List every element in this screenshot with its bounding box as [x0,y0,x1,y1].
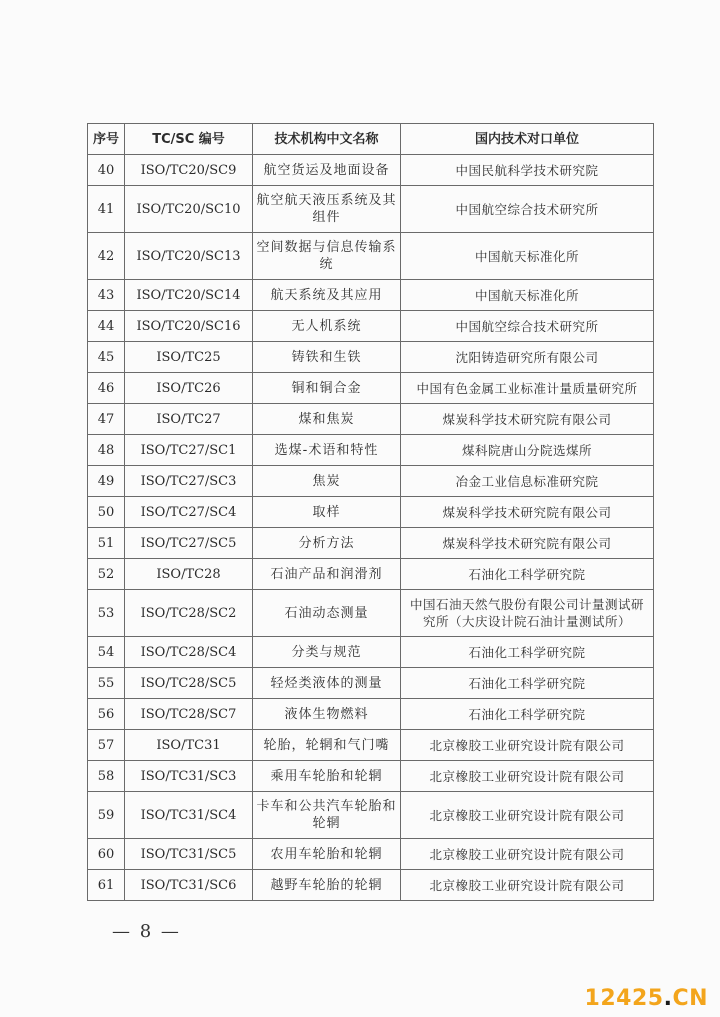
cell-name: 石油产品和润滑剂 [253,559,401,590]
cell-unit: 北京橡胶工业研究设计院有限公司 [401,761,654,792]
table-row [88,311,654,342]
cell-name: 轻烃类液体的测量 [253,668,401,699]
cell-unit: 沈阳铸造研究所有限公司 [401,342,654,373]
tc-sc-table [87,123,654,901]
cell-code: ISO/TC27/SC4 [125,497,253,528]
cell-name: 取样 [253,497,401,528]
table-row [88,466,654,497]
cell-name: 空间数据与信息传输系统 [253,233,401,280]
table-row [88,435,654,466]
header-name: 技术机构中文名称 [253,124,401,155]
header-unit: 国内技术对口单位 [401,124,654,155]
cell-name: 分类与规范 [253,637,401,668]
cell-unit: 煤科院唐山分院选煤所 [401,435,654,466]
cell-serial: 50 [88,497,125,528]
watermark-tld: CN [672,986,708,1011]
cell-name: 液体生物燃料 [253,699,401,730]
cell-name: 焦炭 [253,466,401,497]
site-watermark [585,986,708,1011]
cell-code: ISO/TC28/SC5 [125,668,253,699]
cell-unit: 中国石油天然气股份有限公司计量测试研究所（大庆设计院石油计量测试所） [401,590,654,637]
cell-code: ISO/TC31/SC5 [125,839,253,870]
cell-serial: 59 [88,792,125,839]
cell-serial: 42 [88,233,125,280]
cell-serial: 55 [88,668,125,699]
cell-serial: 40 [88,155,125,186]
page-number: — 8 — [112,921,181,942]
cell-name: 农用车轮胎和轮辋 [253,839,401,870]
table-row [88,668,654,699]
cell-code: ISO/TC25 [125,342,253,373]
table-row [88,280,654,311]
cell-serial: 43 [88,280,125,311]
cell-unit: 煤炭科学技术研究院有限公司 [401,528,654,559]
cell-name: 选煤-术语和特性 [253,435,401,466]
table-row [88,559,654,590]
cell-name: 航空货运及地面设备 [253,155,401,186]
cell-code: ISO/TC28/SC7 [125,699,253,730]
table-row [88,590,654,637]
cell-serial: 46 [88,373,125,404]
cell-serial: 56 [88,699,125,730]
cell-serial: 41 [88,186,125,233]
cell-unit: 石油化工科学研究院 [401,699,654,730]
cell-code: ISO/TC31/SC6 [125,870,253,901]
table-row [88,839,654,870]
cell-unit: 中国航空综合技术研究所 [401,311,654,342]
table-row [88,186,654,233]
cell-unit: 北京橡胶工业研究设计院有限公司 [401,839,654,870]
table-row [88,404,654,435]
watermark-dot: . [663,986,673,1011]
cell-code: ISO/TC20/SC13 [125,233,253,280]
table-row [88,761,654,792]
cell-name: 石油动态测量 [253,590,401,637]
cell-unit: 煤炭科学技术研究院有限公司 [401,404,654,435]
cell-name: 越野车轮胎的轮辋 [253,870,401,901]
table-row [88,233,654,280]
cell-code: ISO/TC31 [125,730,253,761]
cell-unit: 中国航天标准化所 [401,233,654,280]
cell-serial: 61 [88,870,125,901]
table-row [88,528,654,559]
cell-serial: 47 [88,404,125,435]
cell-unit: 北京橡胶工业研究设计院有限公司 [401,870,654,901]
table-row [88,870,654,901]
cell-code: ISO/TC28/SC2 [125,590,253,637]
cell-code: ISO/TC20/SC14 [125,280,253,311]
cell-unit: 北京橡胶工业研究设计院有限公司 [401,730,654,761]
cell-name: 卡车和公共汽车轮胎和轮辋 [253,792,401,839]
cell-unit: 石油化工科学研究院 [401,668,654,699]
cell-serial: 60 [88,839,125,870]
cell-name: 航天系统及其应用 [253,280,401,311]
cell-code: ISO/TC28/SC4 [125,637,253,668]
cell-unit: 北京橡胶工业研究设计院有限公司 [401,792,654,839]
cell-code: ISO/TC28 [125,559,253,590]
cell-code: ISO/TC27/SC1 [125,435,253,466]
cell-name: 煤和焦炭 [253,404,401,435]
cell-serial: 51 [88,528,125,559]
table-body [88,155,654,901]
cell-unit: 石油化工科学研究院 [401,637,654,668]
cell-name: 无人机系统 [253,311,401,342]
cell-name: 铜和铜合金 [253,373,401,404]
header-code: TC/SC 编号 [125,124,253,155]
cell-serial: 53 [88,590,125,637]
watermark-brand: 12425 [584,986,664,1011]
cell-unit: 中国有色金属工业标准计量质量研究所 [401,373,654,404]
cell-serial: 45 [88,342,125,373]
cell-unit: 冶金工业信息标准研究院 [401,466,654,497]
cell-serial: 52 [88,559,125,590]
cell-serial: 48 [88,435,125,466]
cell-unit: 中国航天标准化所 [401,280,654,311]
header-serial: 序号 [88,124,125,155]
cell-serial: 57 [88,730,125,761]
cell-code: ISO/TC27/SC5 [125,528,253,559]
table-row [88,637,654,668]
table-row [88,699,654,730]
cell-name: 铸铁和生铁 [253,342,401,373]
table-row [88,155,654,186]
cell-name: 航空航天液压系统及其组件 [253,186,401,233]
cell-serial: 54 [88,637,125,668]
cell-serial: 58 [88,761,125,792]
cell-name: 乘用车轮胎和轮辋 [253,761,401,792]
table-row [88,730,654,761]
cell-code: ISO/TC31/SC3 [125,761,253,792]
cell-name: 轮胎，轮辋和气门嘴 [253,730,401,761]
cell-name: 分析方法 [253,528,401,559]
cell-code: ISO/TC27/SC3 [125,466,253,497]
cell-unit: 中国航空综合技术研究所 [401,186,654,233]
cell-code: ISO/TC27 [125,404,253,435]
table-row [88,342,654,373]
table-row [88,373,654,404]
cell-code: ISO/TC20/SC9 [125,155,253,186]
table-row [88,792,654,839]
cell-code: ISO/TC26 [125,373,253,404]
table-row [88,497,654,528]
cell-unit: 煤炭科学技术研究院有限公司 [401,497,654,528]
cell-serial: 49 [88,466,125,497]
cell-unit: 石油化工科学研究院 [401,559,654,590]
cell-serial: 44 [88,311,125,342]
cell-code: ISO/TC31/SC4 [125,792,253,839]
table-header-row [88,124,654,155]
cell-code: ISO/TC20/SC16 [125,311,253,342]
cell-code: ISO/TC20/SC10 [125,186,253,233]
cell-unit: 中国民航科学技术研究院 [401,155,654,186]
